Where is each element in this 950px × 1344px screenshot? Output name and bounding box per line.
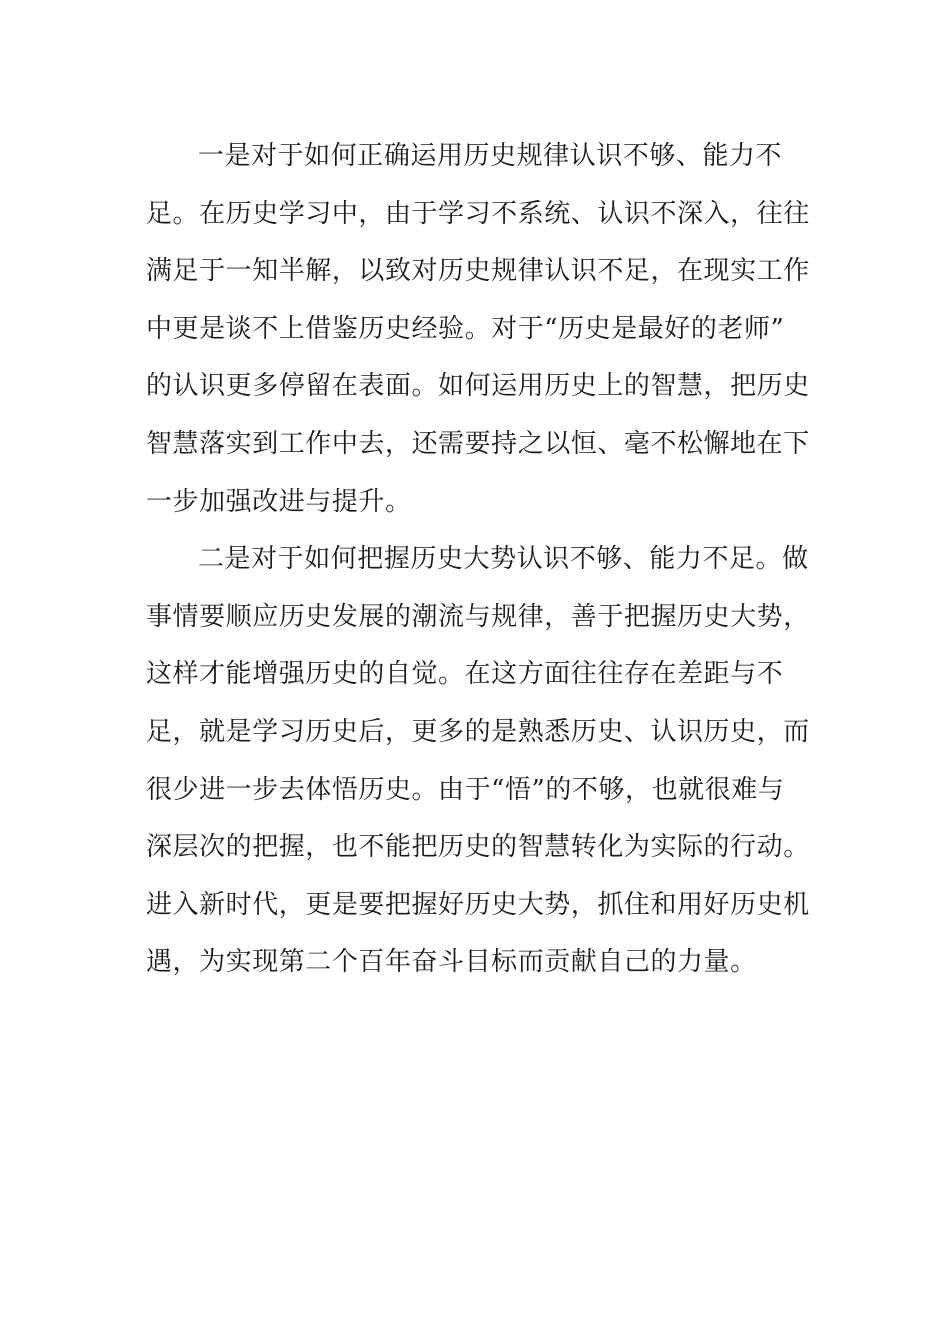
paragraph-line: 进入新时代，更是要把握好历史大势，抓住和用好历史机 bbox=[146, 889, 810, 920]
paragraph-line: 一是对于如何正确运用历史规律认识不够、能力不 bbox=[198, 141, 783, 171]
paragraph-line: 一步加强改进与提升。 bbox=[146, 486, 412, 517]
paragraph-line: 满足于一知半解，以致对历史规律认识不足，在现实工作 bbox=[146, 256, 810, 287]
paragraph-2 bbox=[146, 531, 810, 992]
paragraph-line: 这样才能增强历史的自觉。在这方面往往存在差距与不 bbox=[146, 659, 784, 690]
paragraph-line: 足，就是学习历史后，更多的是熟悉历史、认识历史，而 bbox=[146, 716, 810, 747]
paragraph-line: 二是对于如何把握历史大势认识不够、能力不足。做 bbox=[198, 544, 809, 575]
paragraph-1 bbox=[146, 128, 810, 531]
paragraph-line: 足。在历史学习中，由于学习不系统、认识不深入，往往 bbox=[146, 198, 810, 229]
paragraph-line: 智慧落实到工作中去，还需要持之以恒、毫不松懈地在下 bbox=[146, 428, 810, 459]
paragraph-line: 事情要顺应历史发展的潮流与规律，善于把握历史大势， bbox=[146, 601, 810, 632]
paragraph-line: 遇，为实现第二个百年奋斗目标而贡献自己的力量。 bbox=[146, 947, 757, 978]
paragraph-line: 中更是谈不上借鉴历史经验。对于“历史是最好的老师” bbox=[146, 313, 785, 344]
document-body bbox=[146, 128, 810, 992]
paragraph-line: 深层次的把握，也不能把历史的智慧转化为实际的行动。 bbox=[146, 832, 810, 863]
paragraph-line: 的认识更多停留在表面。如何运用历史上的智慧，把历史 bbox=[146, 371, 810, 402]
paragraph-line: 很少进一步去体悟历史。由于“悟”的不够，也就很难与 bbox=[146, 774, 785, 805]
